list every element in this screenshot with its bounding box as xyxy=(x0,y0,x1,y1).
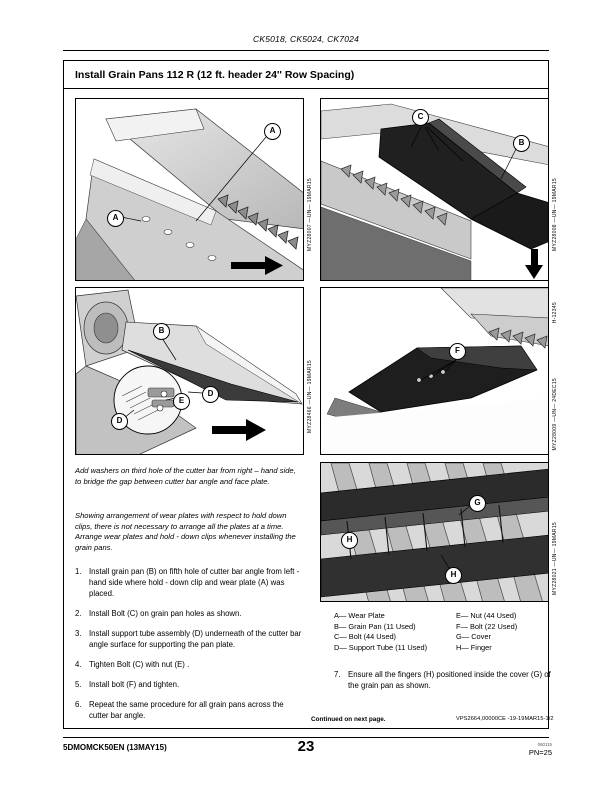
step-text: Install support tube assembly (D) underneath of the cutter bar angle surface for supporting the pan plate. xyxy=(89,629,302,649)
document-code: VPS2664,00000CE -19-19MAR15-1/2 xyxy=(456,716,554,722)
step-number: 7. xyxy=(334,670,341,679)
callout-A-left: A xyxy=(107,210,124,227)
callout-A-top: A xyxy=(264,123,281,140)
legend-item: B— Grain Pan (11 Used) xyxy=(334,621,416,631)
steps-list xyxy=(75,566,305,730)
legend-item: C— Bolt (44 Used) xyxy=(334,632,397,641)
footer-right xyxy=(529,741,552,757)
figure-top-right xyxy=(320,98,549,281)
step-number: 6. xyxy=(75,700,82,709)
header-divider xyxy=(63,50,549,51)
figure-mid-left xyxy=(75,287,304,455)
callout-H-right: H xyxy=(445,567,462,584)
figure-caption-bottom-right: MYZ28021 —UN— 19MAR15 xyxy=(552,522,558,595)
callout-D-right: D xyxy=(202,386,219,403)
note-1-text: Add washers on third hole of the cutter bar from right – hand side, to bridge the gap between cutter bar angle and face plate. xyxy=(75,466,296,486)
step-text: Tighten Bolt (C) with nut (E) . xyxy=(89,660,190,669)
step-item xyxy=(75,659,305,670)
step-number: 2. xyxy=(75,609,82,618)
legend-right-column xyxy=(456,611,517,653)
step-text: Ensure all the fingers (H) positioned inside the cover (G) of the grain pan as shown. xyxy=(348,670,551,690)
title-divider xyxy=(63,88,549,89)
figure-caption-mid-right: MYZ28009 —UN— 24DEC15 xyxy=(552,378,558,451)
callout-B-mid: B xyxy=(153,323,170,340)
callout-G: G xyxy=(469,495,486,512)
step-text: Install grain pan (B) on fifth hole of cutter bar angle from left - hand side where hold - down clip and wear plate (A) was placed. xyxy=(89,567,300,598)
callout-E: E xyxy=(173,393,190,410)
step-item xyxy=(75,679,305,690)
legend-left-column xyxy=(334,611,427,653)
figure-top-left xyxy=(75,98,304,281)
figure-mid-right xyxy=(320,287,549,455)
step-number: 5. xyxy=(75,680,82,689)
callout-H-left: H xyxy=(341,532,358,549)
legend-item: F— Bolt (22 Used) xyxy=(456,621,518,631)
section-title: Install Grain Pans 112 R (12 ft. header 24'' Row Spacing) xyxy=(75,69,355,81)
callout-F: F xyxy=(449,343,466,360)
running-header: CK5018, CK5024, CK7024 xyxy=(253,34,359,44)
step-item-7 xyxy=(334,669,558,691)
step-number: 3. xyxy=(75,629,82,638)
legend-item: H— Finger xyxy=(456,642,492,652)
continued-label: Continued on next page. xyxy=(311,716,386,723)
step-number: 1. xyxy=(75,567,82,576)
step-text: Install bolt (F) and tighten. xyxy=(89,680,180,689)
step-text: Install Bolt (C) on grain pan holes as shown. xyxy=(89,609,242,618)
legend-item: A— Wear Plate xyxy=(334,611,385,620)
legend-item: E— Nut (44 Used) xyxy=(456,611,517,620)
figure-bottom-right xyxy=(320,462,549,602)
step-item xyxy=(75,566,305,599)
footer-revision-code: 060115 xyxy=(537,742,552,747)
page-number: 23 xyxy=(297,738,315,755)
legend-item: D— Support Tube (11 Used) xyxy=(334,642,428,652)
footer-document-id: 5DMOMCK50EN (13MAY15) xyxy=(63,743,167,752)
step-item xyxy=(75,699,305,721)
legend-item: G— Cover xyxy=(456,632,491,641)
figure-caption-mid-left: MYZ28466 —UN— 19MAR15 xyxy=(307,360,313,433)
callout-C: C xyxy=(412,109,429,126)
figure-caption-top-left: MYZ28007 —UN— 19MAR15 xyxy=(307,178,313,251)
note-2-text: Showing arrangement of wear plates with respect to hold down clips, there is not necessary to arrange all the plates at a time. Arrange wear plates and hold - down clips whenever installing the grain pans. xyxy=(75,511,296,552)
note-1 xyxy=(75,466,303,487)
step-item xyxy=(75,628,305,650)
figure-caption-mid-right-alt: H-12345 xyxy=(552,302,558,324)
step-number: 4. xyxy=(75,660,82,669)
step-item xyxy=(75,608,305,619)
step-text: Repeat the same procedure for all grain pans across the cutter bar angle. xyxy=(89,700,284,720)
note-2 xyxy=(75,511,303,553)
callout-B-right: B xyxy=(513,135,530,152)
figure-caption-top-right: MYZ28008 —UN— 19MAR15 xyxy=(552,178,558,251)
footer-pn: PN=25 xyxy=(528,748,552,757)
callout-D-left: D xyxy=(111,413,128,430)
